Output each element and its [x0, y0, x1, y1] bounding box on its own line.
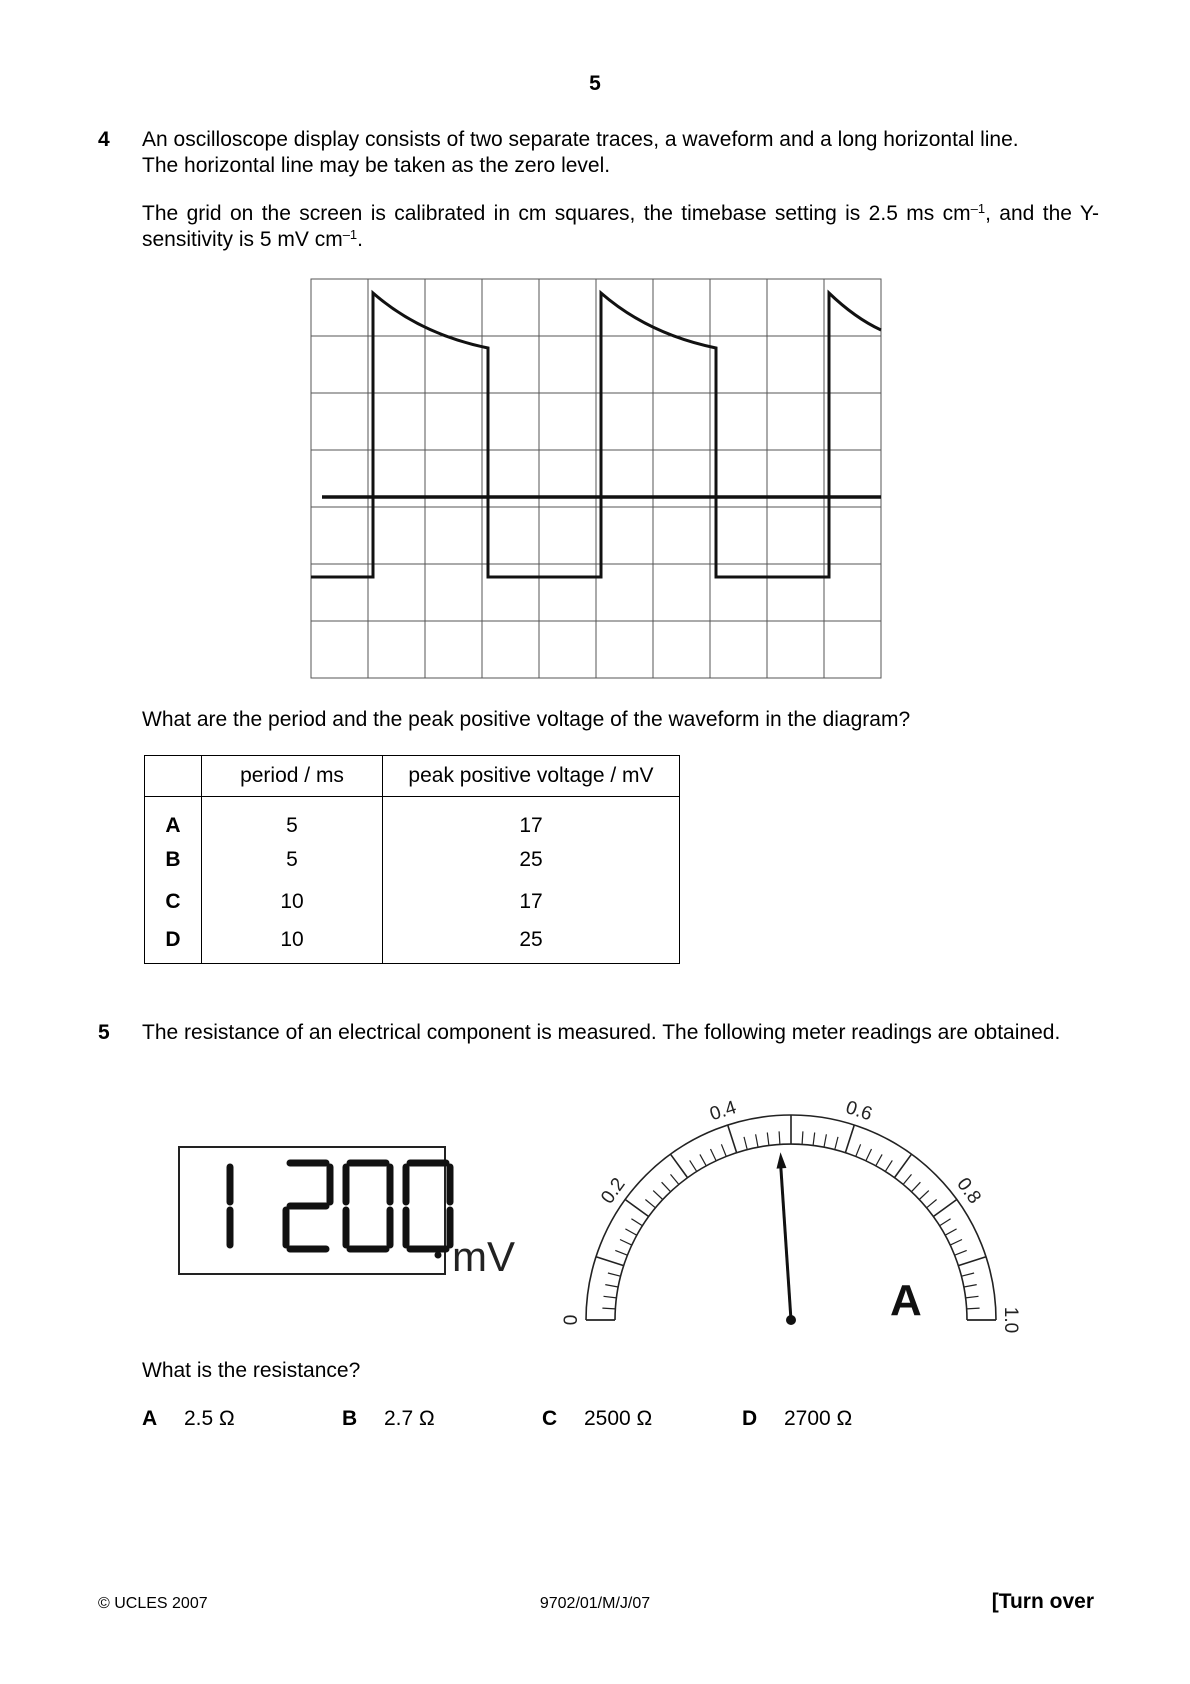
question-5-prompt: What is the resistance? [142, 1359, 361, 1382]
oscilloscope-grid [311, 279, 881, 678]
q4-settings-a: The grid on the screen is calibrated in cm squares, the timebase setting is 2.5 ms cm [142, 202, 971, 225]
meter-readings [170, 1085, 1040, 1340]
table-row [145, 881, 680, 923]
row-voltage: 17 [383, 881, 680, 923]
row-voltage: 17 [383, 797, 680, 840]
q4-settings-sup1: –1 [970, 201, 986, 216]
scale-tick [631, 1219, 642, 1226]
scale-tick [950, 1240, 962, 1246]
scale-tick [700, 1154, 706, 1165]
row-letter: D [165, 928, 181, 951]
scale-tick [933, 1200, 956, 1217]
row-period: 5 [202, 839, 383, 881]
scale-tick [885, 1160, 892, 1171]
option-value: 2500 Ω [584, 1407, 653, 1430]
row-letter: B [165, 848, 181, 871]
row-letter: A [165, 814, 181, 837]
scale-tick [602, 1308, 615, 1309]
answer-option-b[interactable] [342, 1407, 435, 1431]
scale-tick [962, 1273, 975, 1276]
scale-label: 0.6 [843, 1097, 875, 1126]
scale-tick [711, 1149, 717, 1161]
scale-tick [958, 1257, 986, 1266]
question-5-intro: The resistance of an electrical component is measured. The following meter readings are obtained. [142, 1021, 1061, 1044]
options-table [144, 755, 680, 964]
scale-tick [967, 1308, 980, 1309]
scale-tick [964, 1285, 977, 1287]
table-row [145, 923, 680, 964]
scale-tick [955, 1250, 967, 1255]
scale-tick [813, 1133, 815, 1146]
question-4-prompt: What are the period and the peak positive voltage of the waveform in the diagram? [142, 708, 911, 731]
scale-tick [625, 1200, 648, 1217]
scale-tick [596, 1257, 624, 1266]
ammeter-pointer [781, 1162, 792, 1320]
scale-tick [662, 1182, 671, 1192]
scale-tick [927, 1200, 937, 1208]
footer-copyright: © UCLES 2007 [98, 1595, 208, 1612]
table-header-voltage: peak positive voltage / mV [383, 756, 680, 797]
ammeter-unit-label: A [890, 1276, 922, 1325]
scale-tick [671, 1154, 688, 1177]
scale-label: 1.0 [999, 1306, 1021, 1334]
answer-option-a[interactable] [142, 1407, 235, 1431]
row-letter: C [165, 890, 181, 913]
scale-tick [604, 1296, 617, 1298]
option-value: 2.5 Ω [184, 1407, 235, 1430]
scale-tick [690, 1160, 697, 1171]
row-period: 5 [202, 797, 383, 840]
scale-label: 0.2 [597, 1174, 630, 1208]
scale-tick [645, 1200, 655, 1208]
scale-tick [876, 1154, 882, 1165]
scale-tick [903, 1174, 911, 1184]
table-header-blank [145, 756, 202, 797]
answer-option-c[interactable] [542, 1407, 652, 1431]
scale-tick [756, 1134, 758, 1147]
scale-tick [945, 1229, 956, 1235]
scale-tick [866, 1149, 872, 1161]
ammeter-pivot [786, 1315, 796, 1325]
option-letter: A [142, 1407, 158, 1430]
scale-tick [912, 1182, 921, 1192]
scale-tick [671, 1174, 679, 1184]
footer-code: 9702/01/M/J/07 [539, 1595, 651, 1612]
ammeter-dial [586, 1115, 996, 1320]
q4-intro-line2: The horizontal line may be taken as the zero level. [142, 154, 611, 177]
row-period: 10 [202, 881, 383, 923]
scale-tick [728, 1125, 737, 1153]
option-letter: B [342, 1407, 358, 1430]
scale-tick [608, 1273, 621, 1276]
question-4-number: 4 [98, 128, 110, 151]
scale-tick [845, 1125, 854, 1153]
scale-tick [605, 1285, 618, 1287]
ammeter-pointer-head [777, 1152, 787, 1168]
scale-tick [835, 1137, 838, 1150]
question-5-number: 5 [98, 1021, 110, 1044]
question-4-intro [142, 127, 1099, 179]
scale-tick [620, 1240, 632, 1246]
row-voltage: 25 [383, 839, 680, 881]
scale-label: 0.8 [952, 1174, 985, 1208]
scale-tick [856, 1144, 861, 1156]
scale-tick [615, 1250, 627, 1255]
option-letter: C [542, 1407, 558, 1430]
q4-settings-b: , and the Y-sensitivity is 5 mV cm [142, 202, 1099, 251]
table-row [145, 839, 680, 881]
scale-tick [653, 1191, 663, 1200]
scale-tick [919, 1191, 929, 1200]
scale-tick [824, 1134, 826, 1147]
scale-tick [802, 1131, 803, 1144]
table-header-period: period / ms [202, 756, 383, 797]
scale-tick [625, 1229, 636, 1235]
oscilloscope-diagram [310, 278, 885, 680]
scale-tick [940, 1219, 951, 1226]
scale-tick [966, 1296, 979, 1298]
row-period: 10 [202, 923, 383, 964]
question-4-settings [142, 201, 1099, 253]
scale-tick [779, 1131, 780, 1144]
q4-intro-line1: An oscilloscope display consists of two separate traces, a waveform and a long horizontal line. [142, 128, 1019, 151]
option-letter: D [742, 1407, 758, 1430]
option-value: 2.7 Ω [384, 1407, 435, 1430]
scale-label: 0.4 [707, 1097, 739, 1126]
footer-turn-over: [Turn over [991, 1590, 1094, 1613]
scale-tick [721, 1144, 726, 1156]
q4-settings-sup2: –1 [342, 227, 358, 242]
scale-tick [767, 1133, 769, 1146]
voltmeter-decimal-point [435, 1252, 442, 1259]
scale-tick [744, 1137, 747, 1150]
option-value: 2700 Ω [784, 1407, 853, 1430]
voltmeter-unit: mV [452, 1233, 515, 1280]
row-voltage: 25 [383, 923, 680, 964]
table-row [145, 797, 680, 840]
q4-settings-c: . [357, 228, 364, 251]
page-number: 5 [589, 72, 601, 95]
scale-label: 0 [561, 1314, 583, 1326]
answer-option-d[interactable] [742, 1407, 852, 1431]
scale-tick [895, 1154, 912, 1177]
